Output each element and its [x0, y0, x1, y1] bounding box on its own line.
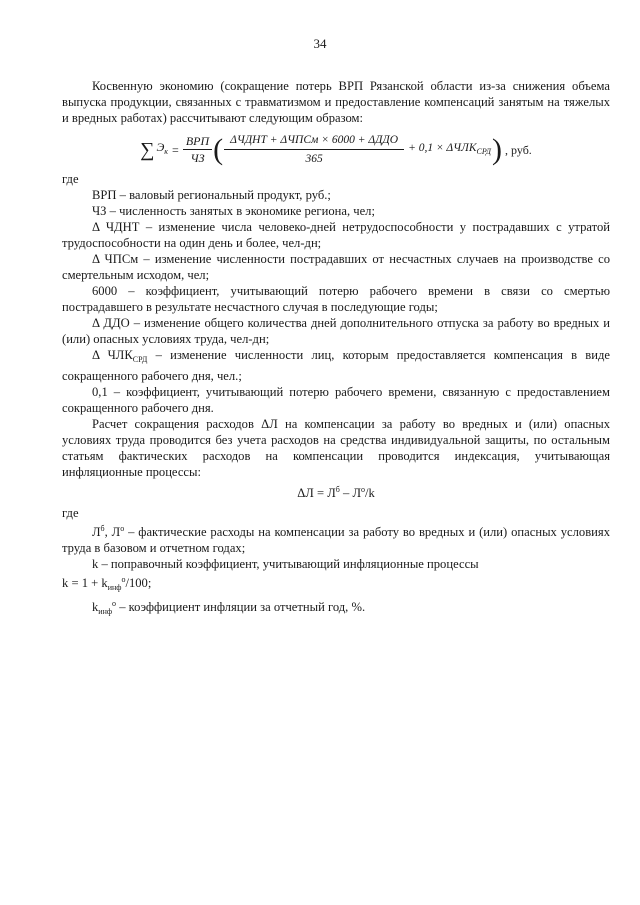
formula-unit: , руб. [505, 142, 532, 157]
sum-symbol: ∑ [140, 138, 155, 161]
formula-delta-l: $\Delta Л = Л^б - Л^о/k$ [297, 485, 375, 500]
definition-k: k – поправочный коэффициент, учитывающий инфляционные процессы [92, 557, 479, 571]
formula-k: $k = 1 + k_{инф}^о/100$; [62, 575, 152, 592]
where-label-2: где [62, 506, 79, 520]
open-paren: ( [213, 132, 224, 166]
fraction-numerator: ВРП [183, 133, 212, 150]
definition-chdnt: Δ ЧДНТ – изменение числа человеко-дней нетрудоспособности у пострадавших с утратой трудоспособности на один день и более, чел-дн; [62, 220, 610, 250]
definition-6000: 6000 – коэффициент, учитывающий потерю рабочего времени в связи со смертью пострадавшего в результате несчастного случая в последующие годы; [62, 284, 610, 314]
formula-tail: + $0,1 \times \Delta ЧЛК_{СРД}$ [408, 141, 492, 156]
definition-ddo: Δ ДДО – изменение общего количества дней дополнительного отпуска за работу во вредных и (или) опасных условиях труда, чел-дн; [62, 316, 610, 346]
page-number: 34 [313, 36, 327, 51]
formula-indirect-economy [62, 132, 610, 167]
fraction-days [224, 132, 404, 167]
definition-chpsm: Δ ЧПСм – изменение численности пострадавших от несчастных случаев на производстве со смертельным исходом, чел; [62, 252, 610, 282]
fraction-denominator: 365 [305, 153, 323, 165]
document-body [62, 78, 610, 620]
intro-paragraph: Косвенную экономию (сокращение потерь ВРП Рязанской области из-за снижения объема выпуска продукции, связанных с травматизмом и предоставление компенсаций занятым на тяжелых и вредных работах) рассчитывают следующим образом: [62, 79, 610, 125]
definition-chlk: Δ $ЧЛК_{СРД}$ – изменение численности лиц, которым предоставляется компенсация в виде сокращенного рабочего дня, чел.; [62, 348, 610, 383]
definition-cz: ЧЗ – численность занятых в экономике региона, чел; [92, 204, 375, 218]
fraction-denominator: ЧЗ [190, 151, 205, 165]
where-label: где [62, 172, 79, 186]
fraction-numerator: ΔЧДНТ + ΔЧПСм × 6000 + ΔДДО [224, 132, 404, 150]
close-paren: ) [492, 132, 503, 166]
formula-lhs: $Э_к$ [156, 140, 169, 156]
fraction-vrp-cz [183, 133, 212, 166]
definition-coef-01: 0,1 – коэффициент, учитывающий потерю рабочего времени, связанную с предоставлением сокращенного рабочего дня. [62, 385, 610, 415]
formula-equals: = [172, 142, 179, 157]
definition-l: $Л^б$, $Л^о$ – фактические расходы на компенсации за работу во вредных и (или) опасных условиях труда в базовом и отчетном годах; [62, 524, 610, 555]
definition-kinf: $k_{инф}^о$ – коэффициент инфляции за отчетный год, %. [92, 599, 366, 616]
calc-paragraph: Расчет сокращения расходов ΔЛ на компенсации за работу во вредных и (или) опасных условиях труда проводится без учета расходов на средства индивидуальной защиты, по остальным статьям фактических расходов на компенсации проводится индексация, учитывающая инфляционные процессы: [62, 417, 610, 479]
definition-vrp: ВРП – валовый региональный продукт, руб.; [92, 188, 331, 202]
